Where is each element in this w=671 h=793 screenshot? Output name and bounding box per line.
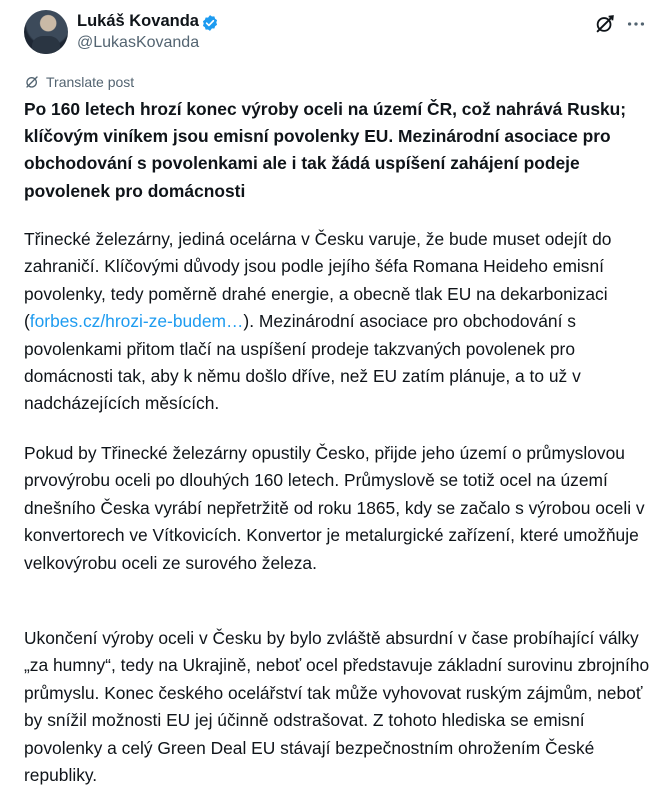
translate-post-link[interactable] [24, 73, 134, 91]
post-paragraph-2: Pokud by Třinecké železárny opustily Česko, přijde jeho území o průmyslovou prvovýrobu oceli po dlouhých 160 letech. Průmyslově se totiž ocel na území dnešního Česka vyrábí nepřetržitě od roku 1865, kdy se začalo s výrobou oceli v konvertorech ve Vítkovicích. Konvertor je metalurgické zařízení, které umožňuje velkovýrobu oceli ze surového železa. [24, 443, 645, 573]
article-link[interactable]: forbes.cz/hrozi-ze-budem… [29, 311, 244, 332]
avatar[interactable] [24, 10, 68, 54]
translate-label[interactable]: Translate post [46, 74, 135, 90]
paragraph-1-text-before-link: Třinecké železárny, jediná ocelárna v Česku varuje, že bude muset odejít do zahraničí. Klíčovými důvody jsou podle jejího šéfa Romana Heideho emisní povolenky, tedy poměrně drahé energie, a obecně tlak EU na dekarbonizaci ( [24, 229, 612, 332]
post-paragraph-3: Ukončení výroby oceli v Česku by bylo zvláště absurdní v čase probíhající války „za humny“, tedy na Ukrajině, neboť ocel představuje základní surovinu zbrojního průmyslu. Konec českého ocelářství tak může vyhovovat ruským zájmům, neboť by snížil možnosti EU jej účinně odstrašovat. Z tohoto hlediska se emisní povolenky a celý Green Deal EU stávají bezpečnostním ohrožením České republiky. [24, 628, 650, 786]
more-icon[interactable] [625, 13, 647, 35]
translate-icon [24, 74, 40, 90]
verified-badge-icon [201, 14, 219, 32]
grok-icon[interactable] [594, 13, 616, 35]
author-name[interactable]: Lukáš Kovanda [77, 12, 199, 30]
post-paragraph-1 [24, 226, 664, 418]
paragraph-1-text-after-link: ). Mezinárodní asociace pro obchodování s povolenkami přitom tlačí na uspíšení prodeje takzvaných povolenek pro domácnosti tak, aby k němu došlo dříve, než EU zatím plánuje, a to už v nadcházejících měsících. [24, 311, 581, 414]
post-headline: Po 160 letech hrozí konec výroby oceli na území ČR, což nahrává Rusku; klíčovým viníkem jsou emisní povolenky EU. Mezinárodní asociace pro obchodování s povolenkami ale i tak žádá uspíšení zahájení podeje povolenek pro domácnosti [24, 99, 627, 201]
post-header [24, 10, 649, 56]
author-handle[interactable]: @LukasKovanda [77, 34, 200, 51]
